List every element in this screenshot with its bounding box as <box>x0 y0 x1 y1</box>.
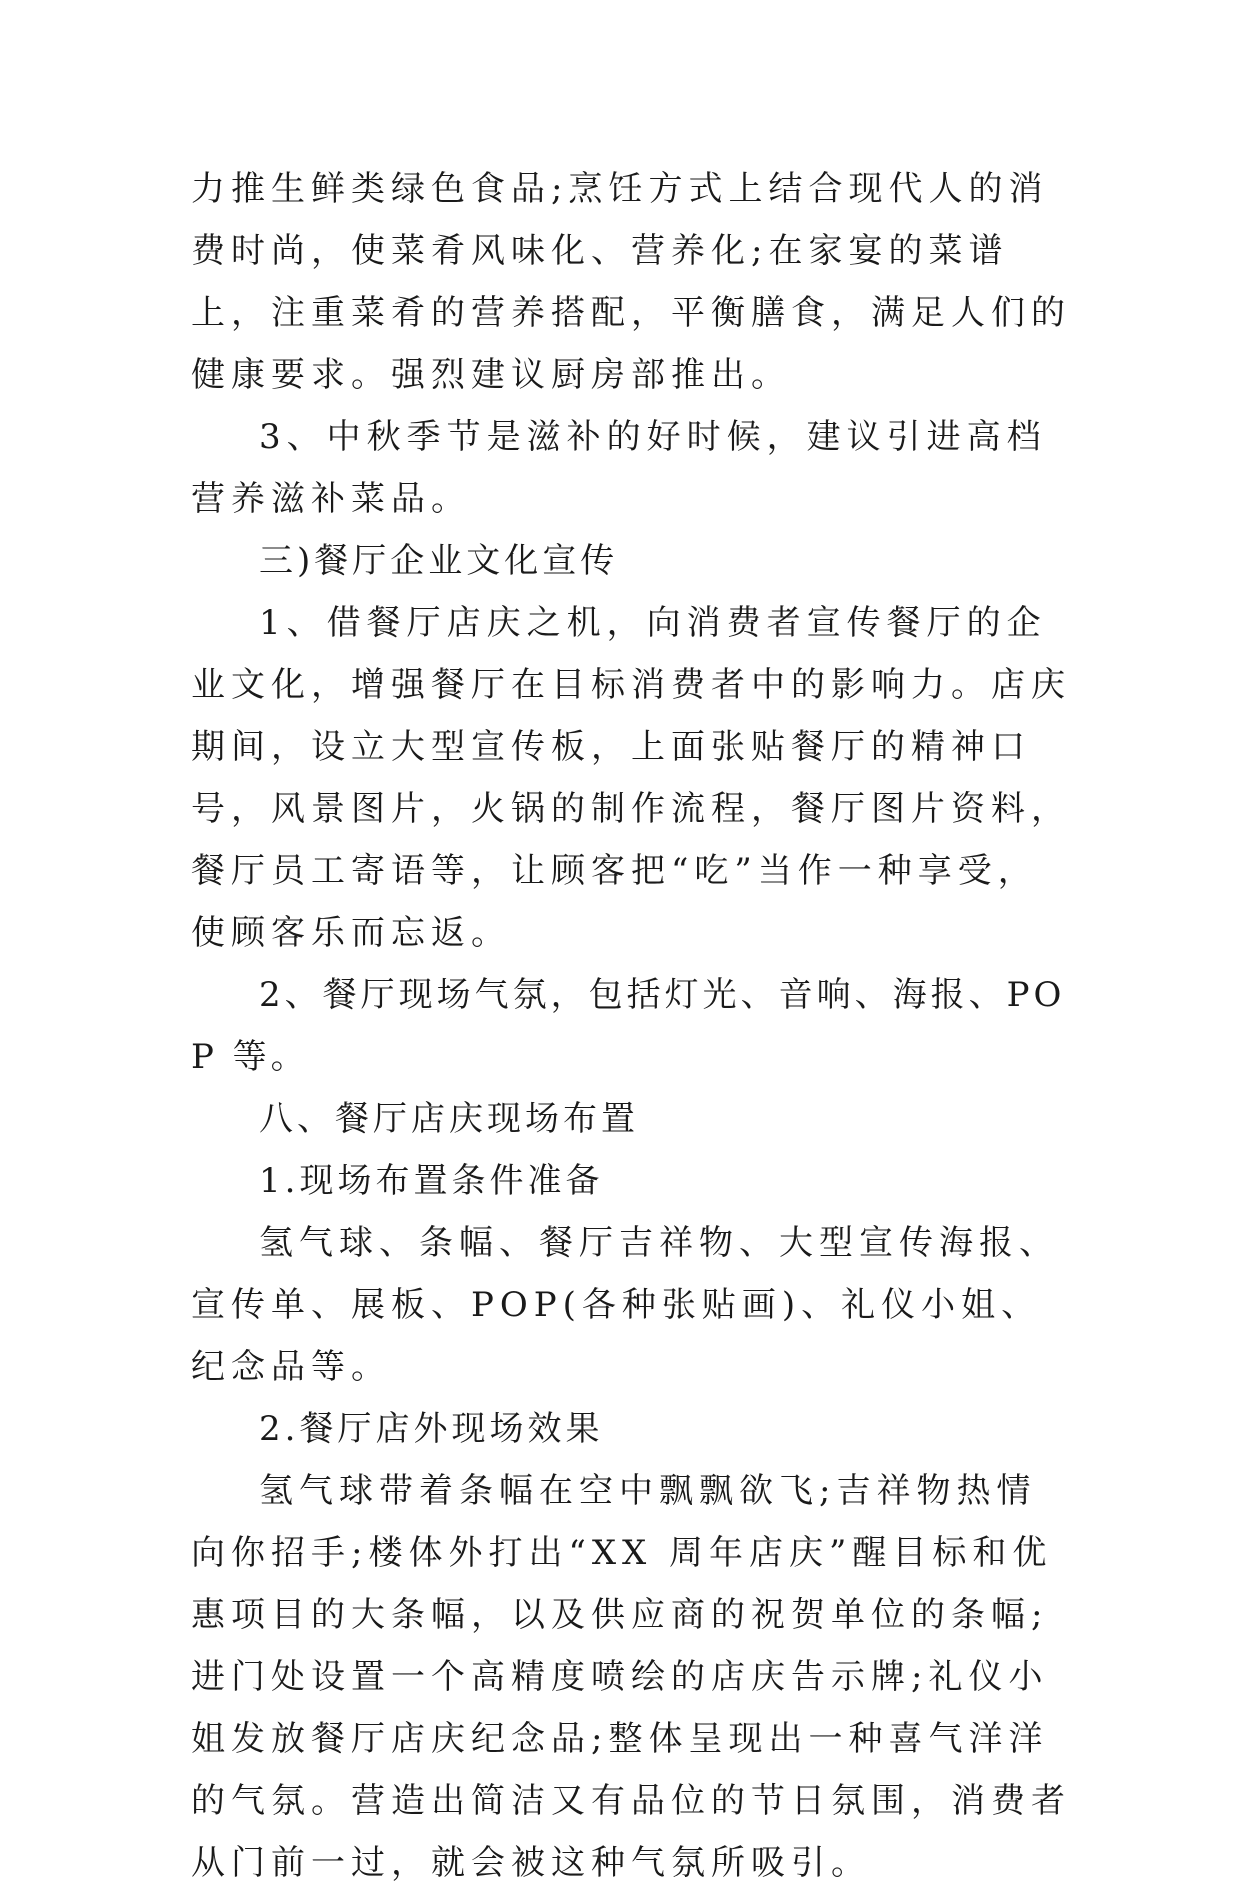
document-body <box>191 158 1071 1894</box>
paragraph-green-food: 力推生鲜类绿色食品;烹饪方式上结合现代人的消费时尚，使菜肴风味化、营养化;在家宴的菜谱上，注重菜肴的营养搭配，平衡膳食，满足人们的健康要求。强烈建议厨房部推出。 <box>191 169 1071 395</box>
paragraph-outdoor-description: 氢气球带着条幅在空中飘飘欲飞;吉祥物热情向你招手;楼体外打出“XX 周年店庆”醒目标和优惠项目的大条幅，以及供应商的祝贺单位的条幅;进门处设置一个高精度喷绘的店庆告示牌;礼仪小姐发放餐厅店庆纪念品;整体呈现出一种喜气洋洋的气氛。营造出简洁又有品位的节日氛围，消费者从门前一过，就会被这种气氛所吸引。 <box>191 1471 1071 1883</box>
paragraph-atmosphere: 2、餐厅现场气氛，包括灯光、音响、海报、POP 等。 <box>191 975 1066 1077</box>
paragraph-nourishing-dishes: 3、中秋季节是滋补的好时候，建议引进高档营养滋补菜品。 <box>191 417 1047 519</box>
heading-venue-layout: 八、餐厅店庆现场布置 <box>259 1099 639 1139</box>
heading-corporate-culture: 三)餐厅企业文化宣传 <box>259 541 619 581</box>
heading-outdoor-effect: 2.餐厅店外现场效果 <box>259 1409 604 1449</box>
heading-preparation: 1.现场布置条件准备 <box>259 1161 604 1201</box>
paragraph-culture-promotion: 1、借餐厅店庆之机，向消费者宣传餐厅的企业文化，增强餐厅在目标消费者中的影响力。店庆期间，设立大型宣传板，上面张贴餐厅的精神口号，风景图片，火锅的制作流程，餐厅图片资料，餐厅员工寄语等，让顾客把“吃”当作一种享受，使顾客乐而忘返。 <box>191 603 1071 953</box>
paragraph-materials-list: 氢气球、条幅、餐厅吉祥物、大型宣传海报、宣传单、展板、POP(各种张贴画)、礼仪小姐、纪念品等。 <box>191 1223 1059 1387</box>
